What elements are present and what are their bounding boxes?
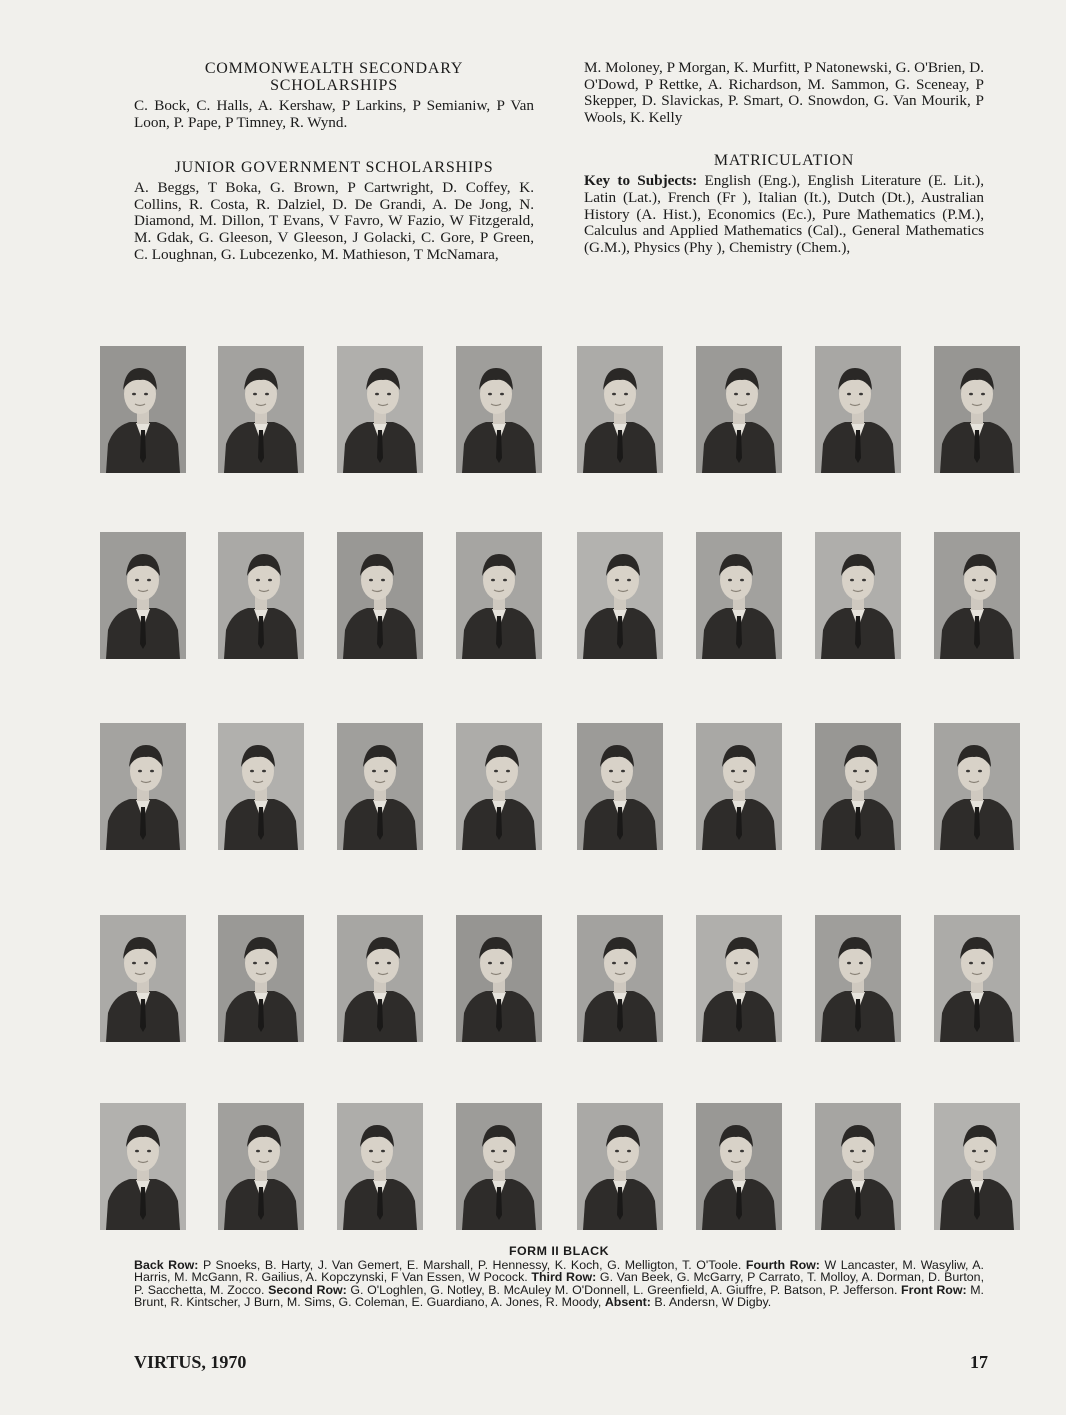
student-portrait [815,723,901,850]
back-row-label: Back Row: [134,1257,199,1272]
student-portrait [815,346,901,473]
continued-names: M. Moloney, P Morgan, K. Murfitt, P Natonewski, G. O'Brien, D. O'Dowd, P Rettke, A. Richardson, M. Sammon, G. Sceneay, P Skepper, D. Slavickas, P. Smart, O. Snowdon, G. Van Mourik, P Wools, K. Kelly [584,59,984,126]
photo-caption [134,1245,984,1309]
student-portrait [100,723,186,850]
student-portrait [815,1103,901,1230]
student-portrait [934,346,1020,473]
row-listing [134,1259,984,1309]
student-portrait [696,1103,782,1230]
student-portrait [218,346,304,473]
student-portrait [696,346,782,473]
matriculation-heading: MATRICULATION [713,152,855,170]
absent-label: Absent: [604,1295,651,1310]
student-portrait [218,1103,304,1230]
subject-key-label: Key to Subjects: [584,172,698,190]
student-portrait [100,346,186,473]
student-portrait [815,532,901,659]
student-portrait [456,915,542,1042]
fourth-row-names: W Lancaster, M. Wasyliw, A. Harris, M. McGann, R. Gailius, A. Kopczynski, F Van Essen, W Pocock. [134,1257,984,1285]
student-portrait [337,346,423,473]
student-portrait [577,1103,663,1230]
heading-line-1: COMMONWEALTH SECONDARY [204,60,464,77]
second-row-names: G. O'Loghlen, G. Notley, B. McAuley M. O'Donnell, L. Greenfield, A. Giuffre, P. Batson, P. Jefferson. [346,1282,902,1297]
left-column [134,60,534,263]
second-row-label: Second Row: [268,1282,347,1297]
student-portrait [456,346,542,473]
heading-line-2: SCHOLARSHIPS [270,77,398,94]
student-portrait [696,915,782,1042]
right-column [584,60,984,256]
commonwealth-heading [134,60,534,94]
back-row-names: P Snoeks, B. Harty, J. Van Gemert, E. Marshall, P. Hennessy, K. Koch, G. Melligton, T. O'Toole. [198,1257,746,1272]
student-portrait [934,1103,1020,1230]
student-portrait [934,723,1020,850]
student-portrait [100,532,186,659]
student-portrait [815,915,901,1042]
front-row-label: Front Row: [901,1282,967,1297]
student-portrait [934,915,1020,1042]
student-portrait [337,1103,423,1230]
student-portrait [100,915,186,1042]
student-portrait [934,532,1020,659]
page-number: 17 [970,1352,988,1372]
student-portrait [696,723,782,850]
student-portrait [218,915,304,1042]
third-row-names: G. Van Beek, G. McGarry, P Carrato, T. Molloy, A. Dorman, D. Burton, P. Sacchetta, M. Zocco. [134,1270,985,1297]
commonwealth-names: C. Bock, C. Halls, A. Kershaw, P Larkins, P Semianiw, P Van Loon, P. Pape, P Timney, R. Wynd. [134,97,534,131]
student-portrait [337,532,423,659]
student-portrait [337,915,423,1042]
form-title: FORM II BLACK [508,1244,610,1258]
class-photo-grid [100,346,1022,1234]
student-portrait [577,915,663,1042]
student-portrait [456,1103,542,1230]
student-portrait [218,532,304,659]
subject-key [584,173,984,256]
junior-government-names: A. Beggs, T Boka, G. Brown, P Cartwright, D. Coffey, K. Collins, R. Costa, R. Dalziel, D. De Grandi, A. De Jong, N. Diamond, M. Dillon, T Evans, V Favro, W Fazio, W Fitzgerald, M. Gdak, G. Gleeson, V Gleeson, J Golacki, C. Gore, P Green, C. Loughnan, G. Lubcezenko, M. Mathieson, T McNamara, [134,179,534,263]
student-portrait [337,723,423,850]
student-portrait [100,1103,186,1230]
third-row-label: Third Row: [531,1270,597,1285]
student-portrait [577,723,663,850]
student-portrait [577,346,663,473]
front-row-names: M. Brunt, R. Kintscher, J Burn, M. Sims, G. Coleman, E. Guardiano, A. Jones, R. Moody, [134,1282,985,1310]
student-portrait [456,723,542,850]
student-portrait [456,532,542,659]
fourth-row-label: Fourth Row: [745,1257,820,1272]
student-portrait [696,532,782,659]
student-portrait [218,723,304,850]
junior-government-heading: JUNIOR GOVERNMENT SCHOLARSHIPS [174,159,494,177]
publication-title: VIRTUS, 1970 [134,1352,247,1372]
absent-names: B. Andersn, W Digby. [650,1295,772,1310]
subject-key-text: English (Eng.), English Literature (E. Lit.), Latin (Lat.), French (Fr ), Italian (It.), Dutch (Dt.), Australian History (A. Hist.), Economics (Ec.), Pure Mathematics (P.M.), Calculus and Applied Mathematics (Cal)., General Mathematics (G.M.), Physics (Phy ), Chemistry (Chem.), [584,172,984,256]
student-portrait [577,532,663,659]
